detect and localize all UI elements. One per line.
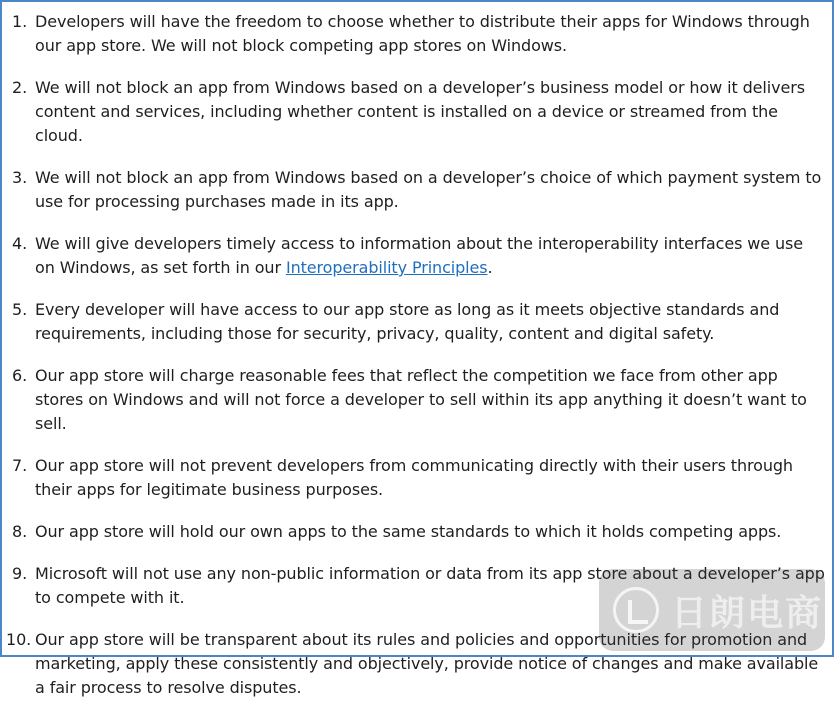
- watermark-logo-icon: [613, 587, 659, 633]
- item-number: 8.: [12, 522, 28, 541]
- list-item: [2, 520, 832, 544]
- watermark: [599, 569, 825, 651]
- item-number: 10.: [6, 630, 32, 649]
- item-text: Every developer will have access to our app store as long as it meets objective standards and requirements, including those for security, privacy, quality, content and digital safety.: [35, 300, 780, 343]
- item-text: Our app store will be transparent about its rules and policies and opportunities for promotion and marketing, apply these consistently and objectively, provide notice of changes and make available a fair process to resolve disputes.: [35, 630, 819, 697]
- item-number: 1.: [12, 12, 28, 31]
- item-text: Our app store will charge reasonable fees that reflect the competition we face from other app stores on Windows and will not force a developer to sell within its app anything it doesn’t want to sell.: [35, 366, 807, 433]
- watermark-text: 日朗电商: [671, 593, 824, 634]
- item-number: 4.: [12, 234, 28, 253]
- list-item: [2, 166, 832, 214]
- item-number: 9.: [12, 564, 28, 583]
- item-text-after-link: .: [487, 258, 493, 277]
- list-item: [2, 364, 832, 436]
- item-text: Developers will have the freedom to choose whether to distribute their apps for Windows through our app store. We will not block competing app stores on Windows.: [35, 12, 810, 55]
- item-text: Our app store will hold our own apps to the same standards to which it holds competing apps.: [35, 522, 782, 541]
- list-item: [2, 10, 832, 58]
- list-item: [2, 454, 832, 502]
- item-number: 3.: [12, 168, 28, 187]
- item-text: We will not block an app from Windows based on a developer’s choice of which payment system to use for processing purchases made in its app.: [35, 168, 822, 211]
- list-item: [2, 298, 832, 346]
- list-item: [2, 76, 832, 148]
- interoperability-principles-link[interactable]: Interoperability Principles: [285, 258, 488, 277]
- item-text-before-link: We will give developers timely access to information about the interoperability interfaces we use on Windows, as set forth in our: [35, 234, 804, 277]
- item-text: Our app store will not prevent developers from communicating directly with their users through their apps for legitimate business purposes.: [35, 456, 793, 499]
- item-text: We will not block an app from Windows based on a developer’s business model or how it delivers content and services, including whether content is installed on a device or streamed from the cloud.: [35, 78, 805, 145]
- item-number: 2.: [12, 78, 28, 97]
- item-number: 5.: [12, 300, 28, 319]
- item-number: 7.: [12, 456, 28, 475]
- list-item: [2, 232, 832, 280]
- item-number: 6.: [12, 366, 28, 385]
- item-text: Microsoft will not use any non-public information or data from its app store about a developer’s app to compete with it.: [35, 564, 825, 607]
